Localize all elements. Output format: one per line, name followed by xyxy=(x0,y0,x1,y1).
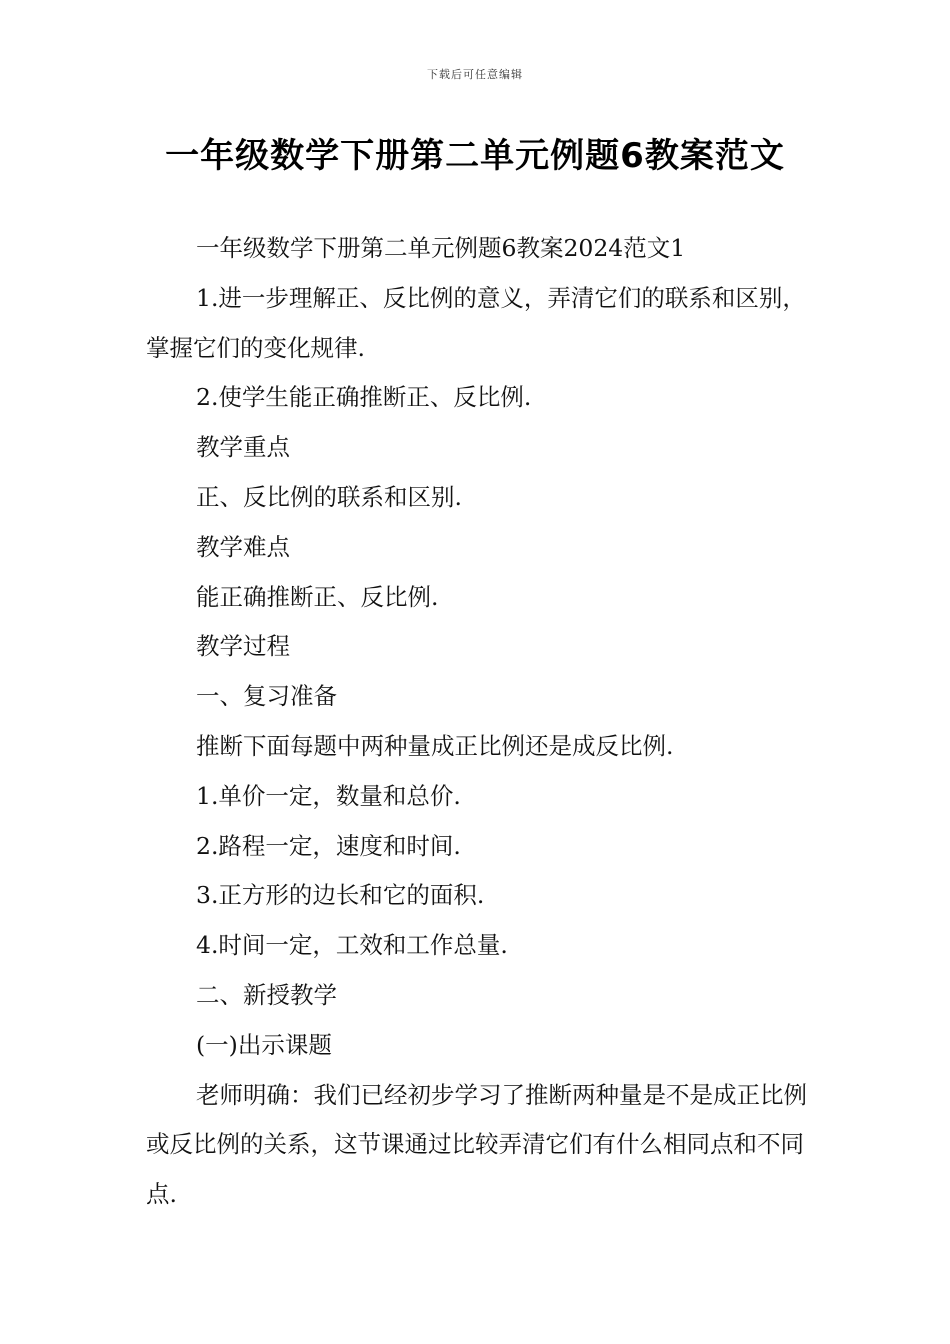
review-item-2: 2.路程一定，速度和时间. xyxy=(196,831,461,860)
header-note: 下载后可任意编辑 xyxy=(427,68,523,81)
review-item-4: 4.时间一定，工效和工作总量. xyxy=(196,931,508,960)
document-body xyxy=(146,224,810,1220)
section-heading-new-teaching: 二、新授教学 xyxy=(196,980,337,1009)
teacher-explanation-paragraph: 老师明确：我们已经初步学习了推断两种量是不是成正比例或反比例的关系，这节课通过比较弄清它们有什么相同点和不同点. xyxy=(146,1080,807,1209)
section-heading-key-points: 教学重点 xyxy=(196,433,290,462)
difficulties-text: 能正确推断正、反比例. xyxy=(196,582,439,611)
subsection-heading-topic: (一)出示课题 xyxy=(196,1030,332,1059)
section-heading-review: 一、复习准备 xyxy=(196,682,337,711)
section-heading-difficulties: 教学难点 xyxy=(196,532,290,561)
subtitle-paragraph: 一年级数学下册第二单元例题6教案2024范文1 xyxy=(196,234,686,262)
document-title: 一年级数学下册第二单元例题6教案范文 xyxy=(165,136,785,176)
review-item-3: 3.正方形的边长和它的面积. xyxy=(196,881,485,910)
review-item-1: 1.单价一定，数量和总价. xyxy=(196,781,461,810)
objective-2-paragraph: 2.使学生能正确推断正、反比例. xyxy=(196,383,532,412)
key-points-text: 正、反比例的联系和区别. xyxy=(196,482,462,511)
section-heading-process: 教学过程 xyxy=(196,632,290,661)
review-instruction: 推断下面每题中两种量成正比例还是成反比例. xyxy=(196,731,674,760)
objective-1-paragraph: 1.进一步理解正、反比例的意义，弄清它们的联系和区别，掌握它们的变化规律. xyxy=(146,283,806,362)
